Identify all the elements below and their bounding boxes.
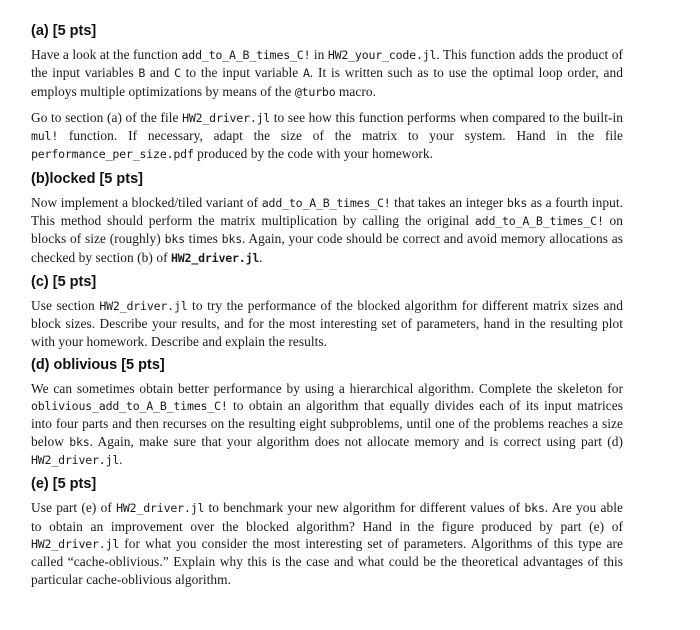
code-run: bks bbox=[221, 232, 243, 247]
text-run: times bbox=[184, 231, 222, 247]
text-run: Go to section (a) of the file bbox=[31, 109, 183, 125]
text-run: in bbox=[310, 47, 328, 62]
text-run: . Again, your code should be correct and avoid memory allocations as checked by section (b) of bbox=[31, 231, 623, 265]
text-run: Use part (e) of bbox=[31, 500, 117, 516]
code-run: HW2_driver.jl bbox=[99, 298, 188, 313]
section-heading: (e) [5 pts] bbox=[31, 476, 97, 493]
code-run: add_to_A_B_times_C! bbox=[474, 214, 604, 229]
code-run: performance_per_size.pdf bbox=[31, 147, 194, 162]
code-run: add_to_A_B_times_C! bbox=[181, 48, 311, 62]
code-run: bks bbox=[524, 501, 545, 516]
section-a bbox=[31, 22, 623, 164]
section-e bbox=[31, 475, 623, 587]
text-run: to try the performance of the blocked algorithm for different matrix sizes and block sizes. Describe your results, and for the most interesting set of parameters, hand in the resulting plot with your homework. Describe and explain the results. bbox=[31, 297, 623, 349]
text-run: We can sometimes obtain better performance by using a hierarchical algorithm. Complete the skeleton for bbox=[31, 380, 623, 396]
code-run: HW2_driver.jl bbox=[171, 250, 260, 265]
code-run: HW2_driver.jl bbox=[182, 110, 271, 125]
section-heading: (c) [5 pts] bbox=[31, 273, 97, 290]
code-run: bks bbox=[69, 434, 90, 449]
code-run: B bbox=[138, 66, 146, 81]
text-run: . This function adds the product of the input variables bbox=[31, 47, 624, 81]
text-run: to the input variable bbox=[180, 65, 304, 81]
text-run: as a fourth input. This method should perform the matrix multiplication by calling the original bbox=[31, 194, 623, 229]
text-run: and bbox=[145, 65, 175, 81]
section-heading: (a) [5 pts] bbox=[31, 23, 97, 39]
code-run: HW2_driver.jl bbox=[116, 501, 205, 516]
code-run: HW2_driver.jl bbox=[31, 536, 120, 551]
section-d bbox=[31, 356, 623, 469]
code-run: A bbox=[303, 66, 310, 81]
text-run: to see how this function performs when compared to the built-in bbox=[270, 109, 623, 125]
paragraph bbox=[31, 46, 623, 101]
text-run: macro. bbox=[335, 83, 377, 99]
code-run: bks bbox=[164, 232, 185, 247]
code-run: HW2_your_code.jl bbox=[327, 48, 437, 62]
section-heading: (b)locked [5 pts] bbox=[31, 170, 143, 187]
section-c bbox=[31, 273, 623, 350]
code-run: C bbox=[174, 66, 181, 81]
text-run: to obtain an algorithm that equally divides each of its input matrices into four parts and then recurses on the resulting eight subproblems, until one of the problems reaches a size below bbox=[31, 398, 623, 449]
code-run: mul! bbox=[31, 129, 59, 144]
text-run: function. If necessary, adapt the size of the matrix to your system. Hand in the file bbox=[58, 128, 623, 144]
code-run: add_to_A_B_times_C! bbox=[261, 195, 391, 210]
text-run: . bbox=[119, 452, 123, 468]
section-b bbox=[31, 170, 623, 267]
text-run: for what you consider the most interesting set of parameters. Algorithms of this type are called “cache-oblivious.” Explain why this is the case and what could be the theoretical advantages of this particular cache-oblivious algorithm. bbox=[31, 535, 623, 587]
section-heading: (d) oblivious [5 pts] bbox=[31, 356, 165, 373]
text-run: on blocks of size (roughly) bbox=[31, 213, 623, 247]
code-run: oblivious_add_to_A_B_times_C! bbox=[31, 399, 228, 414]
paragraph bbox=[31, 499, 623, 587]
text-run: . It is written such as to use the optimal loop order, and employs multiple optimizations by means of the bbox=[31, 65, 623, 99]
homework-document bbox=[31, 22, 623, 596]
text-run: that takes an integer bbox=[390, 194, 507, 210]
text-run: Use section bbox=[31, 297, 100, 313]
text-run: produced by the code with your homework. bbox=[193, 146, 434, 162]
text-run: to benchmark your new algorithm for different values of bbox=[204, 500, 525, 516]
code-run: HW2_driver.jl bbox=[31, 453, 120, 468]
paragraph bbox=[31, 194, 623, 267]
paragraph bbox=[31, 109, 623, 164]
text-run: Have a look at the function bbox=[31, 47, 182, 62]
text-run: . Again, make sure that your algorithm does not allocate memory and is correct using part (d) bbox=[89, 433, 623, 449]
text-run: . Are you able to obtain an improvement over the blocked algorithm? Hand in the figure produced by part (e) of bbox=[31, 500, 624, 534]
code-run: bks bbox=[506, 195, 528, 210]
paragraph bbox=[31, 297, 623, 350]
paragraph bbox=[31, 380, 623, 469]
code-run: @turbo bbox=[294, 84, 336, 99]
text-run: . bbox=[259, 249, 263, 265]
text-run: Now implement a blocked/tiled variant of bbox=[31, 194, 262, 210]
